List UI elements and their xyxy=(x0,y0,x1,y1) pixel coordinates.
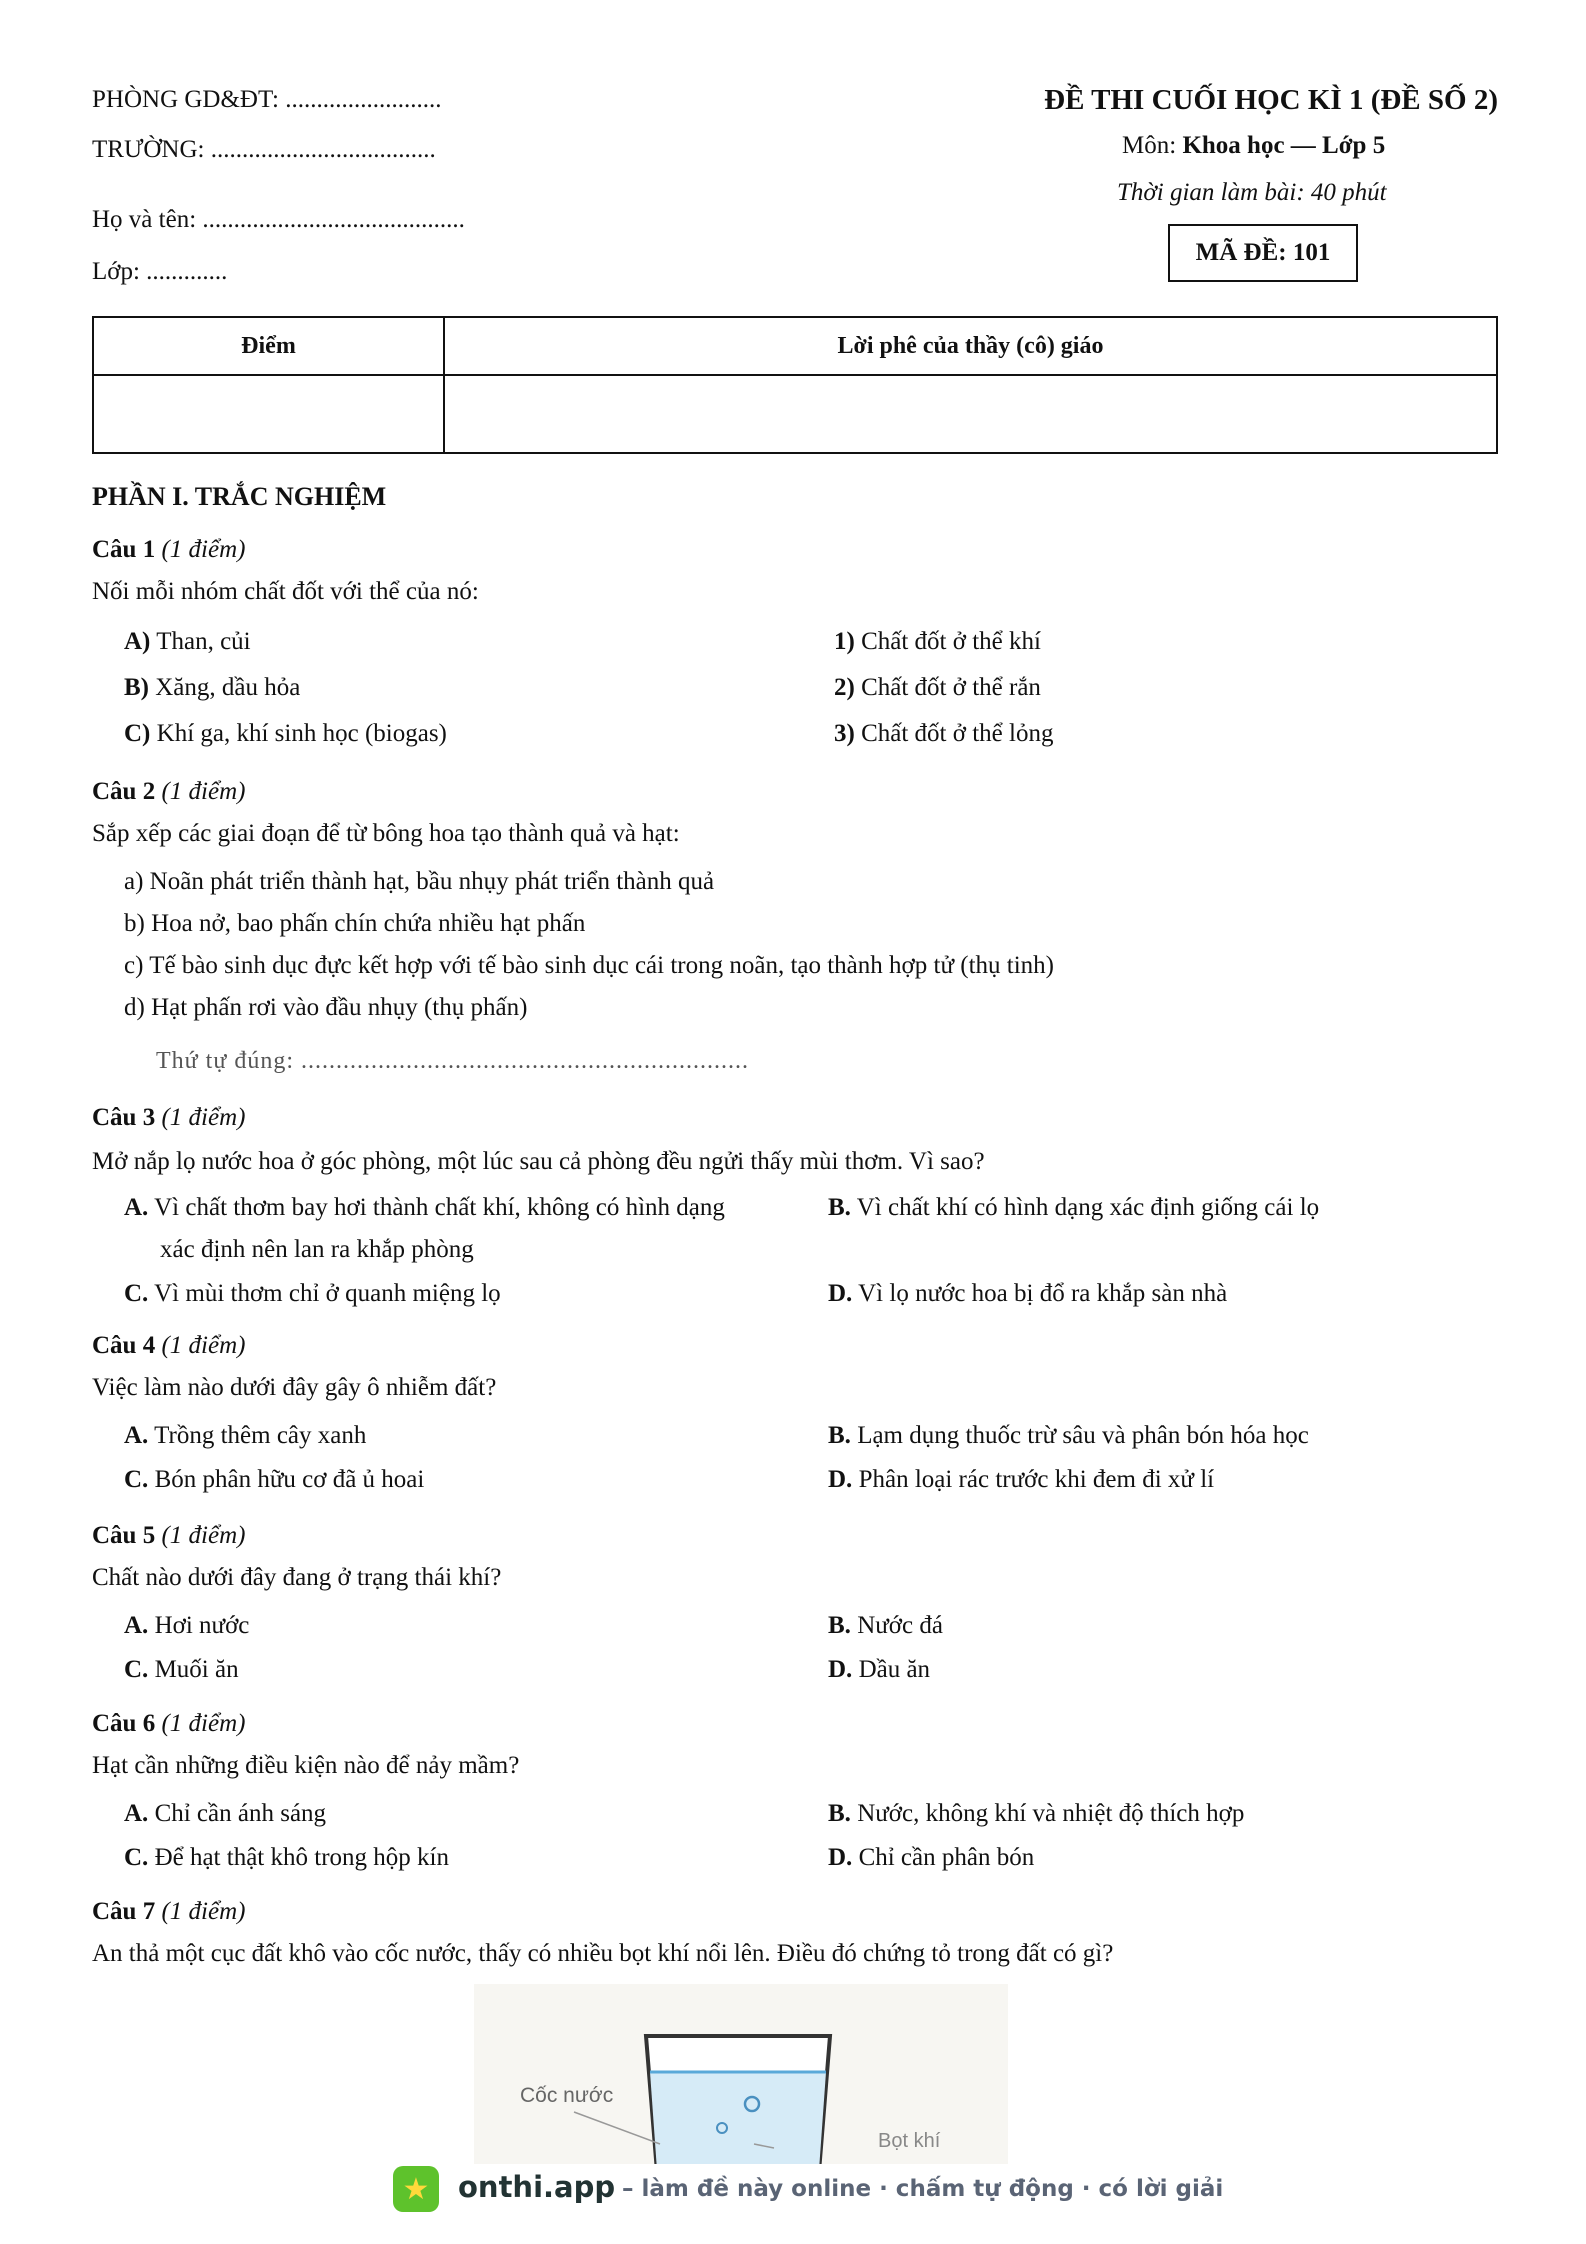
list-item: d) Hạt phấn rơi vào đầu nhụy (thụ phấn) xyxy=(124,994,528,1021)
table-divider xyxy=(443,318,445,452)
glass-label: Cốc nước xyxy=(520,2084,614,2107)
question-4-header: Câu 4 (1 điểm) xyxy=(92,1332,246,1359)
answer-line: Thứ tự đúng: ................................................................ xyxy=(156,1048,750,1074)
question-3-header: Câu 3 (1 điểm) xyxy=(92,1104,246,1131)
option-d: D. Dầu ăn xyxy=(828,1656,931,1683)
question-points: (1 điểm) xyxy=(161,536,246,563)
match-left-item: B) Xăng, dầu hỏa xyxy=(124,674,301,701)
option-d: D. Vì lọ nước hoa bị đổ ra khắp sàn nhà xyxy=(828,1280,1228,1307)
student-name-field: Họ và tên: .......................................... xyxy=(92,206,465,233)
option-a: A. Chỉ cần ánh sáng xyxy=(124,1800,327,1827)
subject-name: Khoa học — Lớp 5 xyxy=(1182,132,1386,159)
question-6-text: Hạt cần những điều kiện nào để nảy mầm? xyxy=(92,1752,520,1779)
grade-header-comment: Lời phê của thầy (cô) giáo xyxy=(837,332,1104,359)
question-6-header: Câu 6 (1 điểm) xyxy=(92,1710,246,1737)
option-d: D. Phân loại rác trước khi đem đi xử lí xyxy=(828,1466,1215,1493)
match-right-item: 2) Chất đốt ở thể rắn xyxy=(834,674,1041,701)
class-field: Lớp: ............. xyxy=(92,258,228,285)
footer-tagline: – làm đề này online · chấm tự động · có lời giải xyxy=(622,2176,1224,2202)
match-right-item: 3) Chất đốt ở thể lỏng xyxy=(834,720,1054,747)
option-c: C. Vì mùi thơm chỉ ở quanh miệng lọ xyxy=(124,1280,501,1307)
question-5-header: Câu 5 (1 điểm) xyxy=(92,1522,246,1549)
option-c: C. Để hạt thật khô trong hộp kín xyxy=(124,1844,449,1871)
bubble-label: Bọt khí xyxy=(878,2130,941,2152)
option-a: A. Trồng thêm cây xanh xyxy=(124,1422,367,1449)
option-c: C. Muối ăn xyxy=(124,1656,239,1683)
label-pointer xyxy=(574,2112,660,2144)
subject-line xyxy=(1122,132,1385,160)
option-b: B. Nước, không khí và nhiệt độ thích hợp xyxy=(828,1800,1245,1827)
brand-link[interactable]: onthi.app xyxy=(458,2170,616,2204)
question-5-text: Chất nào dưới đây đang ở trạng thái khí? xyxy=(92,1564,502,1591)
grade-table xyxy=(92,316,1498,454)
match-right-item: 1) Chất đốt ở thể khí xyxy=(834,628,1041,655)
grade-header-score: Điểm xyxy=(241,332,296,359)
exam-code-box xyxy=(1168,224,1358,282)
list-item: a) Noãn phát triển thành hạt, bầu nhụy phát triển thành quả xyxy=(124,868,715,895)
match-left-item: C) Khí ga, khí sinh học (biogas) xyxy=(124,720,447,747)
question-1-text: Nối mỗi nhóm chất đốt với thể của nó: xyxy=(92,578,479,605)
question-7-text: An thả một cục đất khô vào cốc nước, thấy có nhiều bọt khí nổi lên. Điều đó chứng tỏ trong đất có gì? xyxy=(92,1940,1114,1967)
option-b: B. Vì chất khí có hình dạng xác định giống cái lọ xyxy=(828,1194,1320,1221)
section-title: PHẦN I. TRẮC NGHIỆM xyxy=(92,482,387,511)
exam-title: ĐỀ THI CUỐI HỌC KÌ 1 (ĐỀ SỐ 2) xyxy=(1044,84,1498,116)
exam-code: MÃ ĐỀ: 101 xyxy=(1195,239,1331,266)
school-field: TRƯỜNG: .................................... xyxy=(92,136,436,163)
exam-time: Thời gian làm bài: 40 phút xyxy=(1117,179,1387,206)
subject-prefix: Môn: xyxy=(1122,132,1183,159)
question-4-text: Việc làm nào dưới đây gây ô nhiễm đất? xyxy=(92,1374,497,1401)
question-2-header: Câu 2 (1 điểm) xyxy=(92,778,246,805)
question-label: Câu 1 xyxy=(92,536,156,563)
option-a: A. Vì chất thơm bay hơi thành chất khí, không có hình dạng xyxy=(124,1194,725,1221)
option-d: D. Chỉ cần phân bón xyxy=(828,1844,1035,1871)
question-2-text: Sắp xếp các giai đoạn để từ bông hoa tạo thành quả và hạt: xyxy=(92,820,680,847)
option-a-continued: xác định nên lan ra khắp phòng xyxy=(160,1236,474,1263)
option-a: A. Hơi nước xyxy=(124,1612,250,1639)
question-7-header: Câu 7 (1 điểm) xyxy=(92,1898,246,1925)
option-b: B. Nước đá xyxy=(828,1612,943,1639)
dept-field: PHÒNG GD&ĐT: ......................... xyxy=(92,86,442,113)
app-logo-star-icon[interactable]: ★ xyxy=(393,2166,439,2212)
glass-figure xyxy=(474,1984,1008,2184)
list-item: b) Hoa nở, bao phấn chín chứa nhiều hạt phấn xyxy=(124,910,586,937)
list-item: c) Tế bào sinh dục đực kết hợp với tế bào sinh dục cái trong noãn, tạo thành hợp tử (thụ tinh) xyxy=(124,952,1054,979)
question-1-header xyxy=(92,536,245,564)
table-divider xyxy=(94,374,1496,376)
match-left-item: A) Than, củi xyxy=(124,628,251,655)
option-b: B. Lạm dụng thuốc trừ sâu và phân bón hóa học xyxy=(828,1422,1309,1449)
question-3-text: Mở nắp lọ nước hoa ở góc phòng, một lúc sau cả phòng đều ngửi thấy mùi thơm. Vì sao? xyxy=(92,1148,985,1175)
option-c: C. Bón phân hữu cơ đã ủ hoai xyxy=(124,1466,425,1493)
